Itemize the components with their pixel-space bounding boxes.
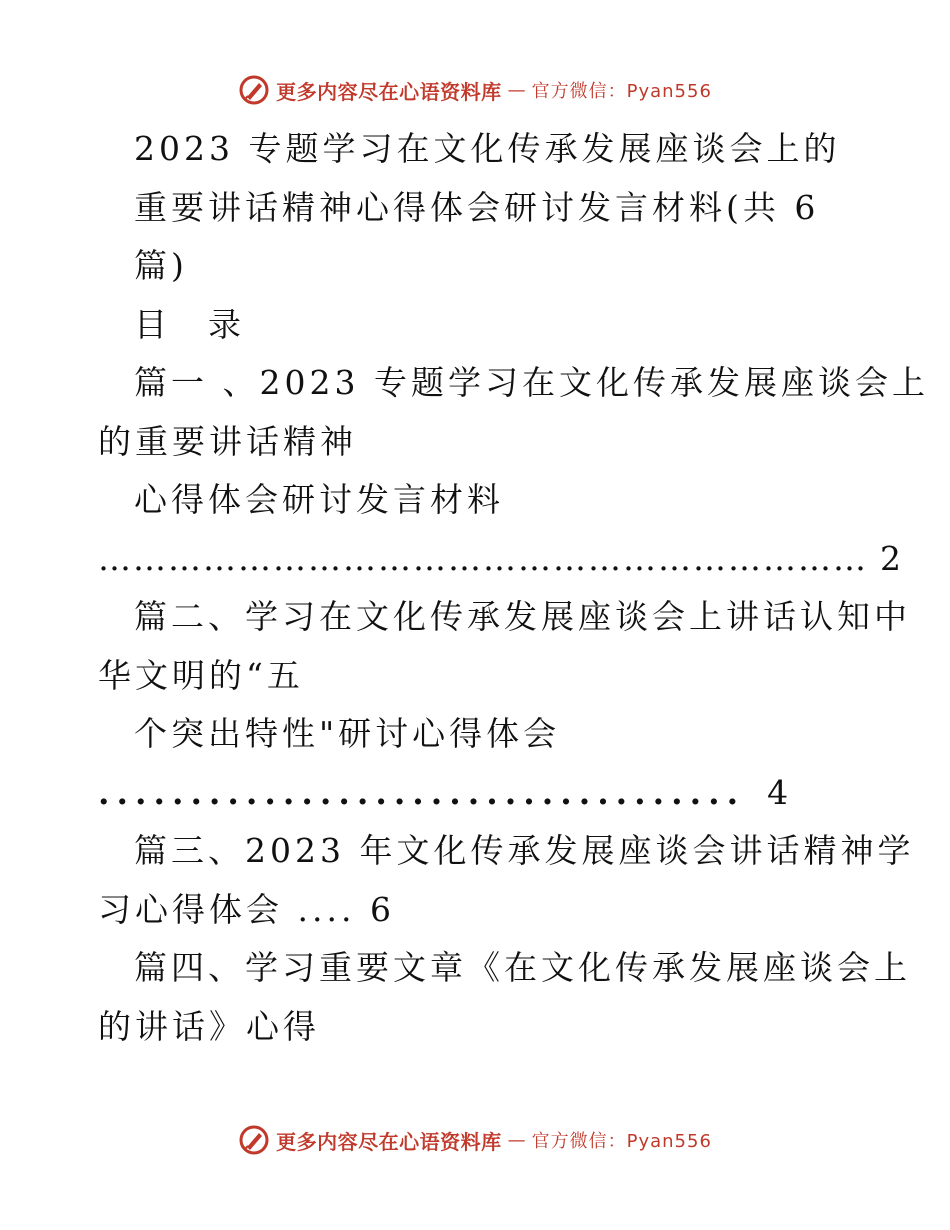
toc-entry-1-page: 2 [880,538,905,578]
watermark-text: 更多内容尽在心语资料库 [276,79,502,104]
watermark-wechat: 官方微信：Pyan556 [531,81,712,102]
toc-entry-2-leader: ................................... [98,772,746,812]
toc-entry-3-line-1: 篇三、2023 年文化传承发展座谈会讲话精神学 [134,831,915,870]
toc-entry-1-leader-row [98,530,905,589]
toc-entry-1-line-1: 篇一 、2023 专题学习在文化传承发展座谈会上 [134,363,929,402]
watermark-text: 更多内容尽在心语资料库 [276,1129,502,1154]
watermark-dash: — [507,79,526,101]
toc-entry-2-page: 4 [767,772,793,812]
toc-entry-3-line-2: 习心得体会 .... 6 [98,889,395,929]
doc-title-line-1: 2023 专题学习在文化传承发展座谈会上的 [134,129,841,168]
toc-entry-1-line-3: 心得体会研讨发言材料 [134,480,504,519]
pen-logo-icon [238,74,270,106]
toc-entry-4-line-1: 篇四、学习重要文章《在文化传承发展座谈会上 [134,948,911,987]
pen-logo-icon [238,1124,270,1156]
watermark-top [0,70,950,110]
toc-entry-2-leader-row [98,764,858,823]
toc-entry-2-line-2: 华文明的“五 [98,655,304,695]
toc-heading: 目 录 [134,304,245,344]
toc-entry-1-leader: ………………………………………………………… [98,538,868,578]
toc-entry-1-line-2: 的重要讲话精神 [98,421,357,461]
toc-entry-2-line-1: 篇二、学习在文化传承发展座谈会上讲话认知中 [134,597,911,636]
watermark-bottom [0,1120,950,1160]
watermark-dash: — [507,1129,526,1151]
toc-entry-4-line-2: 的讲话》心得 [98,1006,320,1046]
watermark-wechat: 官方微信：Pyan556 [531,1131,712,1152]
doc-title-line-3: 篇) [134,246,188,285]
doc-title-line-2: 重要讲话精神心得体会研讨发言材料(共 6 [134,187,820,227]
document-body [98,120,929,1056]
toc-entry-2-line-3: 个突出特性"研讨心得体会 [134,714,561,753]
